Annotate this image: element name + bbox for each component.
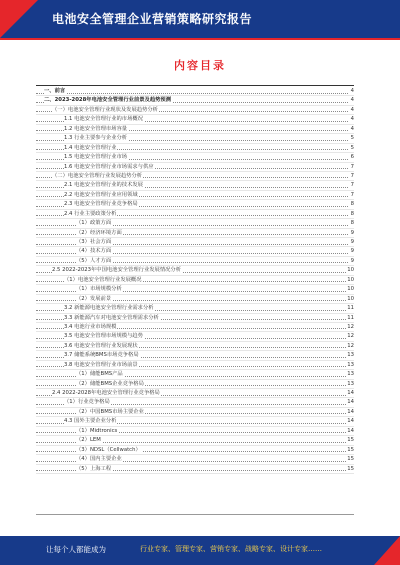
toc-entry-label: 2.5 2022-2023年中国电池安全管理行业发展情况分析 [52,267,182,274]
toc-entry-label: （2）LEM [76,437,101,444]
toc-entry-page: 8 [350,210,354,217]
toc-top-rule [36,85,354,86]
toc-entry[interactable] [36,351,354,360]
toc-entry-page: 9 [350,239,354,245]
toc-entry-page: 15 [347,456,354,463]
toc-entry-page: 4 [350,97,354,104]
toc-entry-page: 9 [350,248,354,255]
toc-entry-label: （1）储能BMS产品 [76,371,123,378]
toc-entry[interactable] [36,332,354,341]
toc-entry-page: 5 [350,144,354,151]
toc-entry-page: 9 [350,229,354,236]
toc-entry[interactable] [36,106,354,115]
toc-entry-page: 15 [347,465,354,472]
toc-entry[interactable] [36,172,354,181]
toc-entry[interactable] [36,398,354,407]
report-title: 电池安全管理企业营销策略研究报告 [52,12,253,26]
toc-entry-label: （5）人才方面 [76,257,112,264]
toc-entry-page: 7 [350,191,354,198]
toc-entry[interactable] [36,153,354,162]
toc-entry-page: 14 [347,427,354,434]
toc-entry-label: （一）电池安全管理行业现状及发展趋势分析 [52,106,158,113]
toc-heading: 内容目录 [174,59,226,72]
footer-bar [0,536,400,565]
toc-entry-page: 13 [347,361,354,368]
toc-entry-label: （1）市场规模分析 [76,286,122,293]
toc-entry-label: 2.3 电池安全管理行业竞争格局 [64,201,138,208]
toc-entry[interactable] [36,115,354,124]
toc-bottom-rule [36,514,354,515]
toc-entry-page: 10 [347,267,354,274]
toc-entry[interactable] [36,200,354,209]
toc-entry-page: 11 [347,314,354,321]
toc-entry-label: 2.4 2022-2028年电池安全管理行业竞争格局 [52,390,160,396]
toc-entry[interactable] [36,323,354,332]
toc-entry[interactable] [36,389,354,398]
toc-entry-page: 9 [350,257,354,264]
toc-entry-page: 8 [350,201,354,208]
footer-slogan-left: 让每个人都能成为 [46,545,106,554]
toc-entry[interactable] [36,304,354,313]
toc-entry-page: 4 [350,116,354,123]
toc-entry[interactable] [36,125,354,134]
toc-entry-page: 15 [347,446,354,453]
toc-entry[interactable] [36,276,354,285]
toc-entry-label: 2.2 电池安全管理行业应用领域 [64,191,138,198]
toc-entry-label: 1.4 电池安全管理行业 [64,144,117,151]
toc-entry[interactable] [36,455,354,464]
toc-entry-page: 5 [350,135,354,142]
toc-entry[interactable] [36,446,354,455]
toc-entry[interactable] [36,361,354,370]
toc-entry[interactable] [36,266,354,275]
toc-entry-label: 4.3 国外主要企业分析 [64,418,117,425]
toc-entry-page: 15 [347,437,354,444]
toc-entry[interactable] [36,181,354,190]
toc-entry[interactable] [36,229,354,238]
toc-entry-page: 14 [347,399,354,406]
toc-entry[interactable] [36,210,354,219]
toc-entry-label: 3.8 电池安全管理行业市场前景 [64,361,138,368]
toc-entry-page: 8 [350,220,354,227]
toc-entry-label: 1.5 电池安全管理行业市场 [64,154,128,161]
toc-entry[interactable] [36,380,354,389]
toc-entry[interactable] [36,247,354,256]
toc-entry-page: 7 [350,163,354,170]
toc-entry-label: 3.7 储能系统BMS市场竞争格局 [64,352,139,359]
toc-entry-page: 4 [350,88,354,94]
toc-entry-page: 10 [347,276,354,283]
header-bar [0,0,400,38]
toc-entry-label: 2.4 行业主要政策分析 [64,210,117,217]
toc-entry-label: 1.3 行业主要参与企业分析 [64,135,128,142]
table-of-contents [36,87,354,474]
toc-entry-page: 11 [347,305,354,312]
toc-entry[interactable] [36,96,354,105]
toc-entry-label: 一、前言 [44,88,66,94]
toc-entry-page: 4 [350,106,354,113]
header-rule [0,38,400,40]
toc-entry-label: （2）发展前景 [76,295,112,302]
toc-entry[interactable] [36,465,354,474]
toc-entry-label: 1.2 电池安全管理市场容量 [64,125,128,132]
toc-entry-label: （2）中国BMS市场主要企业 [76,408,144,415]
toc-entry[interactable] [36,417,354,426]
toc-entry-label: （2）经济环境方面 [76,229,122,236]
toc-entry-label: （1）行业竞争格局 [64,399,110,406]
toc-entry-label: （5）上海工程 [76,465,112,472]
toc-entry[interactable] [36,408,354,417]
toc-entry[interactable] [36,295,354,304]
toc-entry-label: 3.2 新能源电池安全管理行业需求分析 [64,305,154,312]
footer-accent-triangle [374,536,400,565]
toc-entry-label: 3.5 电池安全管理市场规模与趋势 [64,333,143,340]
toc-entry-page: 4 [350,125,354,132]
toc-entry-label: 1.6 电池安全管理行业市场需求与供应 [64,163,154,170]
toc-entry-label: 2.1 电池安全管理行业的技术发展 [64,182,143,189]
toc-entry[interactable] [36,370,354,379]
toc-entry-page: 7 [350,172,354,179]
toc-entry-page: 12 [347,333,354,340]
toc-entry-page: 12 [347,323,354,330]
toc-entry[interactable] [36,134,354,143]
toc-entry[interactable] [36,163,354,172]
footer-slogan-right: 行业专家、管理专家、营销专家、战略专家、设计专家…… [140,545,322,553]
toc-entry-page: 14 [347,418,354,425]
toc-entry-label: 3.4 电池行业市场规模 [64,323,117,330]
toc-entry-label: （3）NDSL（Cellwatch） [76,446,141,453]
toc-entry-page: 12 [347,342,354,349]
toc-entry[interactable] [36,285,354,294]
toc-entry[interactable] [36,427,354,436]
header-accent-triangle [0,0,38,38]
toc-entry[interactable] [36,436,354,445]
toc-entry[interactable] [36,342,354,351]
toc-entry-label: （4）技术方面 [76,248,112,255]
toc-entry[interactable] [36,144,354,153]
toc-entry-label: 3.3 新能源汽车对电池安全管理需求分析 [64,314,159,321]
toc-entry[interactable] [36,257,354,266]
toc-entry-page: 13 [347,352,354,359]
toc-entry[interactable] [36,191,354,200]
toc-entry-label: （二）电池安全管理行业发展趋势分析 [52,172,143,179]
toc-entry-page: 14 [347,390,354,396]
toc-entry[interactable] [36,87,354,96]
toc-entry-page: 10 [347,295,354,302]
toc-entry-page: 14 [347,408,354,415]
toc-entry[interactable] [36,238,354,247]
toc-entry-page: 10 [347,286,354,293]
toc-entry-label: 二、2023-2028年电池安全管理行业前景及趋势预测 [44,97,172,104]
toc-entry-page: 13 [347,380,354,387]
toc-entry-label: （2）储能BMS企业竞争格局 [76,380,144,387]
toc-entry-label: （1）政策方面 [76,220,112,227]
toc-entry-label: 1.1 电池安全管理行业的市场概况 [64,116,143,123]
toc-entry-page: 6 [350,154,354,161]
toc-entry-page: 7 [350,182,354,189]
toc-entry-label: （3）社会方面 [76,239,112,245]
toc-entry-label: （4）国内主要企业 [76,456,122,463]
toc-entry-label: 3.6 电池安全管理行业发展现状 [64,342,138,349]
toc-entry-page: 13 [347,371,354,378]
toc-entry-label: （1）Midtronics [76,427,118,434]
toc-entry[interactable] [36,219,354,228]
toc-leader-dots [36,93,348,94]
toc-entry-label: （1）电池安全管理行业发展概况 [64,276,142,283]
toc-entry[interactable] [36,314,354,323]
